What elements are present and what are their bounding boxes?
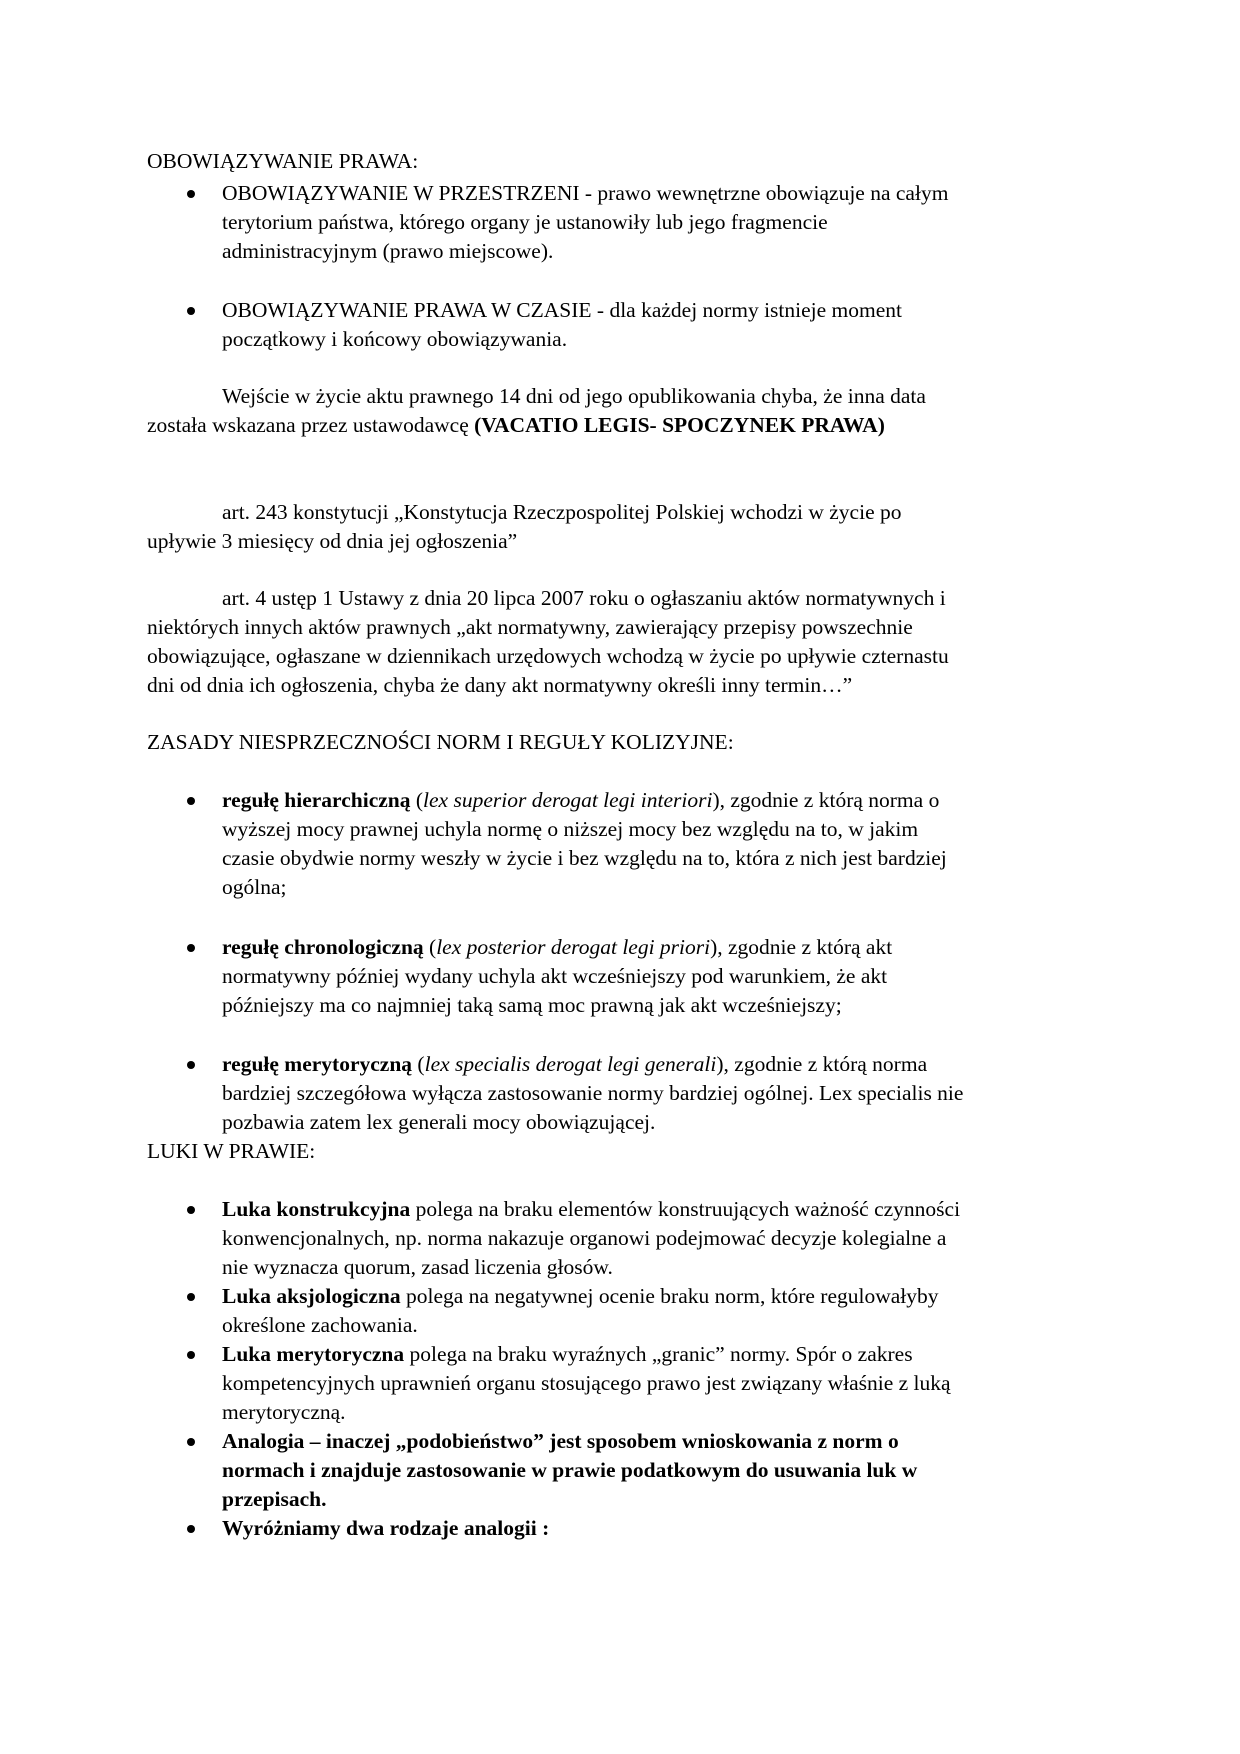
text-line: niektórych innych aktów prawnych „akt normatywny, zawierający przepisy powszechnie bbox=[147, 615, 913, 639]
text-line: czasie obydwie normy weszły w życie i bez względu na to, która z nich jest bardziej bbox=[222, 846, 947, 870]
text-span: ( bbox=[410, 788, 424, 812]
text-line bbox=[222, 786, 939, 815]
text-line bbox=[222, 1340, 913, 1369]
text-line: początkowy i końcowy obowiązywania. bbox=[222, 327, 568, 351]
text-line bbox=[147, 411, 885, 440]
text-line bbox=[222, 1282, 939, 1311]
text-line: ogólna; bbox=[222, 875, 287, 899]
bullet-icon bbox=[187, 1061, 195, 1069]
text-line: terytorium państwa, którego organy je ustanowiły lub jego fragmencie bbox=[222, 210, 828, 234]
text-line bbox=[222, 1195, 960, 1224]
text-line: administracyjnym (prawo miejscowe). bbox=[222, 239, 554, 263]
bullet-icon bbox=[187, 1293, 195, 1301]
bold-text: normach i znajduje zastosowanie w prawie podatkowym do usuwania luk w bbox=[222, 1458, 918, 1482]
text-line bbox=[222, 1485, 327, 1514]
text-line: nie wyznacza quorum, zasad liczenia głosów. bbox=[222, 1255, 613, 1279]
text-span: ( bbox=[412, 1052, 425, 1076]
text-line: art. 4 ustęp 1 Ustawy z dnia 20 lipca 2007 roku o ogłaszaniu aktów normatywnych i bbox=[222, 586, 946, 610]
section-heading: LUKI W PRAWIE: bbox=[147, 1139, 316, 1163]
bold-text: regułę chronologiczną bbox=[222, 935, 424, 959]
text-line: konwencjonalnych, np. norma nakazuje organowi podejmować decyzje kolegialne a bbox=[222, 1226, 947, 1250]
text-span: ( bbox=[423, 935, 437, 959]
bullet-icon bbox=[187, 1438, 195, 1446]
text-span: została wskazana przez ustawodawcę bbox=[147, 413, 475, 437]
section-heading: OBOWIĄZYWANIE PRAWA: bbox=[147, 149, 419, 173]
text-line: OBOWIĄZYWANIE W PRZESTRZENI - prawo wewnętrzne obowiązuje na całym bbox=[222, 181, 949, 205]
text-line: pozbawia zatem lex generali mocy obowiązującej. bbox=[222, 1110, 656, 1134]
section-heading: ZASADY NIESPRZECZNOŚCI NORM I REGUŁY KOLIZYJNE: bbox=[147, 730, 734, 754]
text-line: określone zachowania. bbox=[222, 1313, 418, 1337]
text-line: merytoryczną. bbox=[222, 1400, 346, 1424]
text-line: dni od dnia ich ogłoszenia, chyba że dany akt normatywny określi inny termin…” bbox=[147, 673, 853, 697]
bold-text: Luka konstrukcyjna bbox=[222, 1197, 411, 1221]
text-line bbox=[222, 1427, 899, 1456]
text-line: bardziej szczegółowa wyłącza zastosowanie normy bardziej ogólnej. Lex specialis nie bbox=[222, 1081, 964, 1105]
text-line bbox=[222, 1514, 549, 1543]
bold-text: Luka merytoryczna bbox=[222, 1342, 405, 1366]
text-line: Wejście w życie aktu prawnego 14 dni od jego opublikowania chyba, że inna data bbox=[222, 384, 926, 408]
text-span: polega na braku wyraźnych „granic” normy. Spór o zakres bbox=[404, 1342, 913, 1366]
text-line: normatywny później wydany uchyla akt wcześniejszy pod warunkiem, że akt bbox=[222, 964, 888, 988]
bullet-icon bbox=[187, 1206, 195, 1214]
bold-text: (VACATIO LEGIS- SPOCZYNEK PRAWA) bbox=[474, 413, 885, 437]
italic-text: lex posterior derogat legi priori bbox=[436, 935, 711, 959]
text-line: późniejszy ma co najmniej taką samą moc prawną jak akt wcześniejszy; bbox=[222, 993, 842, 1017]
text-span: polega na negatywnej ocenie braku norm, które regulowałyby bbox=[400, 1284, 939, 1308]
bold-text: Luka aksjologiczna bbox=[222, 1284, 401, 1308]
text-span: polega na braku elementów konstruujących ważność czynności bbox=[410, 1197, 961, 1221]
text-line: obowiązujące, ogłaszane w dziennikach urzędowych wchodzą w życie po upływie czternastu bbox=[147, 644, 949, 668]
text-line: wyższej mocy prawnej uchyla normę o niższej mocy bez względu na to, w jakim bbox=[222, 817, 919, 841]
bullet-icon bbox=[187, 1525, 195, 1533]
italic-text: lex specialis derogat legi generali bbox=[424, 1052, 717, 1076]
bullet-icon bbox=[187, 1351, 195, 1359]
text-line: kompetencyjnych uprawnień organu stosującego prawo jest związany właśnie z luką bbox=[222, 1371, 951, 1395]
text-span: ), zgodnie z którą norma bbox=[716, 1052, 928, 1076]
text-span: ), zgodnie z którą akt bbox=[710, 935, 893, 959]
text-line bbox=[222, 933, 892, 962]
bold-text: regułę hierarchiczną bbox=[222, 788, 411, 812]
bullet-icon bbox=[187, 944, 195, 952]
bold-text: Wyróżniamy dwa rodzaje analogii : bbox=[222, 1516, 550, 1540]
bold-text: regułę merytoryczną bbox=[222, 1052, 413, 1076]
text-line bbox=[222, 1050, 927, 1079]
text-line bbox=[222, 1456, 917, 1485]
bold-text: przepisach. bbox=[222, 1487, 327, 1511]
text-line: art. 243 konstytucji „Konstytucja Rzeczpospolitej Polskiej wchodzi w życie po bbox=[222, 500, 902, 524]
text-span: ), zgodnie z którą norma o bbox=[712, 788, 940, 812]
text-line: OBOWIĄZYWANIE PRAWA W CZASIE - dla każdej normy istnieje moment bbox=[222, 298, 903, 322]
italic-text: lex superior derogat legi interiori bbox=[423, 788, 713, 812]
bullet-icon bbox=[187, 190, 195, 198]
text-line: upływie 3 miesięcy od dnia jej ogłoszenia” bbox=[147, 529, 518, 553]
bold-text: Analogia – inaczej „podobieństwo” jest sposobem wnioskowania z norm o bbox=[222, 1429, 899, 1453]
bullet-icon bbox=[187, 797, 195, 805]
bullet-icon bbox=[187, 307, 195, 315]
